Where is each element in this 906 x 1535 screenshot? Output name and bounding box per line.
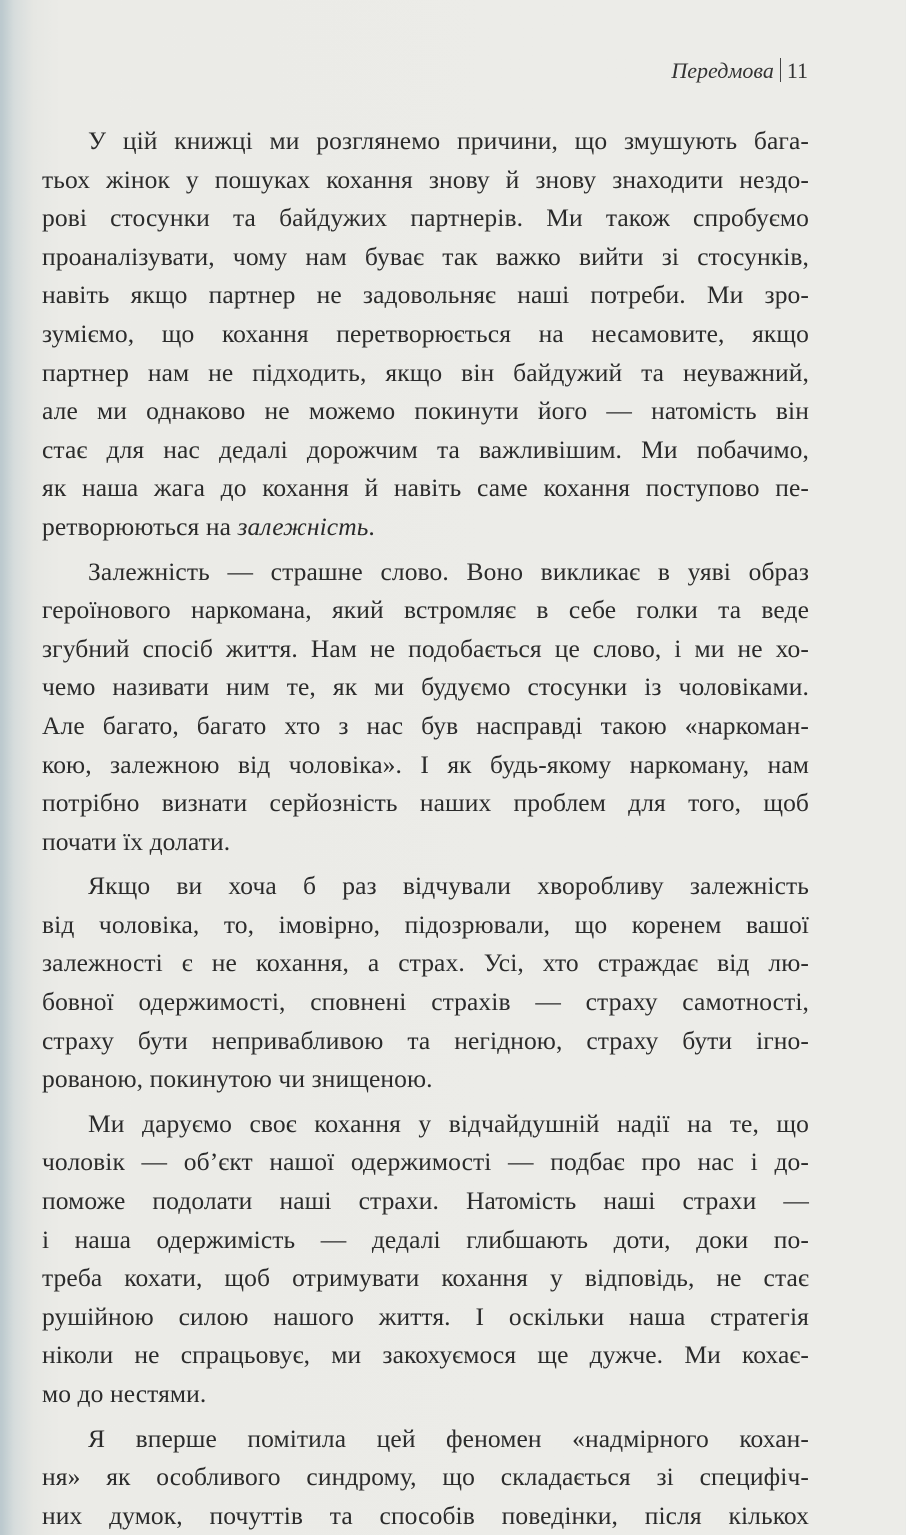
text-line [42,508,809,547]
text-line: треба кохати, щоб отримувати кохання у відповідь, не стає [42,1263,809,1293]
text-line: них думок, почуттів та способів поведінки, після кількох [42,1500,809,1530]
page-number: 11 [786,58,808,83]
text-line: рушійною силою нашого життя. І оскільки наша стратегія [42,1301,809,1331]
text-span: . [368,511,375,541]
section-title: Передмова [671,58,774,83]
text-line: але ми однаково не можемо покинути його — натомість він [42,396,809,426]
text-line: поможе подолати наші страхи. Натомість наші страхи — [42,1186,809,1216]
text-line: У цій книжці ми розглянемо причини, що змушують бага- [88,126,809,155]
text-line: зуміємо, що кохання перетворюється на несамовите, якщо [42,318,809,348]
text-line: Я вперше помітила цей феномен «надмірного кохан- [88,1423,809,1453]
paragraph-2 [42,553,809,862]
text-line: як наша жага до кохання й навіть саме кохання поступово пе- [42,473,809,503]
text-line: Залежність — страшне слово. Воно викликає в уяві образ [88,556,809,586]
text-line: проаналізувати, чому нам буває так важко вийти зі стосунків, [42,241,809,271]
divider [780,58,781,82]
text-span: ретворюються на [42,511,238,541]
body-text [42,122,809,1535]
text-line: бовної одержимості, сповнені страхів — страху самотності, [42,987,809,1017]
text-line: ніколи не спрацьовує, ми закохуємося ще дужче. Ми кохає- [42,1340,809,1370]
text-line: тьох жінок у пошуках кохання знову й знову знаходити нездо- [42,164,809,194]
text-line: почати їх долати. [42,826,231,856]
text-line: чемо називати ним те, як ми будуємо стосунки із чоловіками. [42,672,809,702]
text-line: згубний спосіб життя. Нам не подобається це слово, і ми не хо- [42,633,809,663]
text-line: партнер нам не підходить, якщо він байдужий та неуважний, [42,357,809,387]
text-line: мо до нестями. [42,1379,207,1408]
paragraph-1 [42,122,809,547]
text-line: залежності є не кохання, а страх. Усі, хто страждає від лю- [42,948,809,978]
text-line: Але багато, багато хто з нас був насправді такою «наркоман- [42,710,809,740]
text-line: героїнового наркомана, який встромляє в себе голки та веде [42,595,809,625]
emphasis-text: залежність [237,511,369,541]
text-line: страху бути непривабливою та негідною, страху бути ігно- [42,1025,809,1055]
text-line: потрібно визнати серйозність наших проблем для того, щоб [42,788,809,818]
text-line: чоловік — об’єкт нашої одержимості — подбає про нас і до- [42,1147,809,1177]
text-line: Якщо ви хоча б раз відчували хворобливу залежність [88,871,809,901]
text-line: рованою, покинутою чи знищеною. [42,1064,433,1094]
paragraph-5 [42,1420,809,1535]
text-line: і наша одержимість — дедалі глибшають доти, доки по- [42,1224,809,1254]
text-line: навіть якщо партнер не задовольняє наші потреби. Ми зро- [42,280,809,310]
paragraph-3 [42,867,809,1099]
text-line: ня» як особливого синдрому, що складається зі специфіч- [42,1462,809,1492]
running-head [671,58,808,84]
text-line: Ми даруємо своє кохання у відчайдушній надії на те, що [88,1108,809,1138]
text-line: стає для нас дедалі дорожчим та важливішим. Ми побачимо, [42,434,809,464]
text-line: від чоловіка, то, імовірно, підозрювали, що коренем вашої [42,909,809,939]
text-line: кою, залежною від чоловіка». І як будь-якому наркоману, нам [42,749,809,779]
paragraph-4 [42,1105,809,1414]
text-line: рові стосунки та байдужих партнерів. Ми також спробуємо [42,203,809,233]
